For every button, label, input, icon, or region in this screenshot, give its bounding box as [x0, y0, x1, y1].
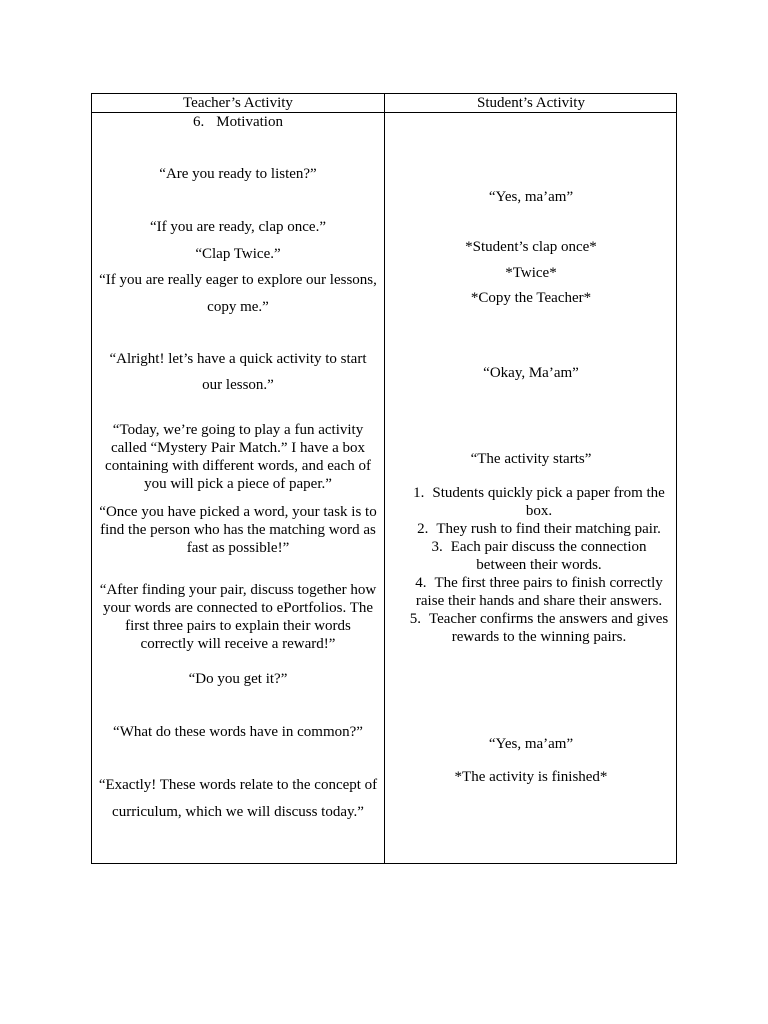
section-title: Motivation	[216, 114, 283, 130]
step-text: The first three pairs to finish correctly raise their hands and share their answers.	[415, 575, 663, 609]
activity-step	[405, 610, 673, 646]
activity-table	[91, 93, 677, 864]
step-text: Teacher confirms the answers and gives rewards to the winning pairs.	[428, 611, 669, 645]
section-heading	[92, 113, 384, 131]
teacher-once: “Once you have picked a word, your task is to find the person who has the matching word as fast as possible!”	[99, 504, 377, 556]
teacher-ready: “Are you ready to listen?”	[159, 166, 317, 182]
teacher-alright-line2: our lesson.”	[202, 377, 274, 393]
student-clap-once: *Student’s clap once*	[465, 239, 597, 255]
student-copy: *Copy the Teacher*	[470, 290, 592, 306]
teacher-activity-cell	[92, 113, 384, 863]
teacher-today: “Today, we’re going to play a fun activity called “Mystery Pair Match.” I have a box containing with different words, and each of you will pick a piece of paper.”	[105, 422, 371, 492]
activity-step	[405, 520, 673, 538]
activity-steps-list	[405, 484, 673, 646]
teacher-exactly-line2: curriculum, which we will discuss today.”	[112, 804, 364, 820]
teacher-clap-twice: “Clap Twice.”	[195, 246, 281, 262]
step-number: 1.	[413, 485, 425, 501]
teacher-eager-line2: copy me.”	[207, 299, 269, 315]
student-twice: *Twice*	[505, 265, 557, 281]
step-number: 3.	[431, 539, 443, 555]
step-text: They rush to find their matching pair.	[436, 521, 661, 537]
teacher-column-header: Teacher’s Activity	[183, 95, 293, 111]
student-activity-cell	[385, 113, 677, 863]
student-starts: “The activity starts”	[470, 451, 592, 467]
teacher-alright-line1: “Alright! let’s have a quick activity to start	[109, 351, 367, 367]
activity-step	[405, 538, 673, 574]
activity-step	[405, 574, 673, 610]
teacher-eager-line1: “If you are really eager to explore our lessons,	[99, 272, 377, 288]
step-number: 2.	[417, 521, 429, 537]
step-text: Students quickly pick a paper from the box.	[432, 485, 665, 519]
student-finished: *The activity is finished*	[454, 769, 608, 785]
student-column-header: Student’s Activity	[477, 95, 585, 111]
student-yes-1: “Yes, ma’am”	[488, 189, 574, 205]
teacher-get-it: “Do you get it?”	[188, 671, 288, 687]
section-number: 6.	[193, 114, 205, 130]
teacher-exactly-line1: “Exactly! These words relate to the concept of	[98, 777, 378, 793]
step-text: Each pair discuss the connection between their words.	[450, 539, 647, 573]
step-number: 4.	[415, 575, 427, 591]
student-okay: “Okay, Ma’am”	[483, 365, 579, 381]
teacher-clap-once: “If you are ready, clap once.”	[149, 219, 326, 235]
student-yes-2: “Yes, ma’am”	[488, 736, 574, 752]
teacher-after: “After finding your pair, discuss together how your words are connected to ePortfolios. The first three pairs to explain their words correctly will receive a reward!”	[99, 582, 377, 652]
activity-step	[405, 484, 673, 520]
teacher-common: “What do these words have in common?”	[113, 724, 363, 740]
step-number: 5.	[409, 611, 421, 627]
